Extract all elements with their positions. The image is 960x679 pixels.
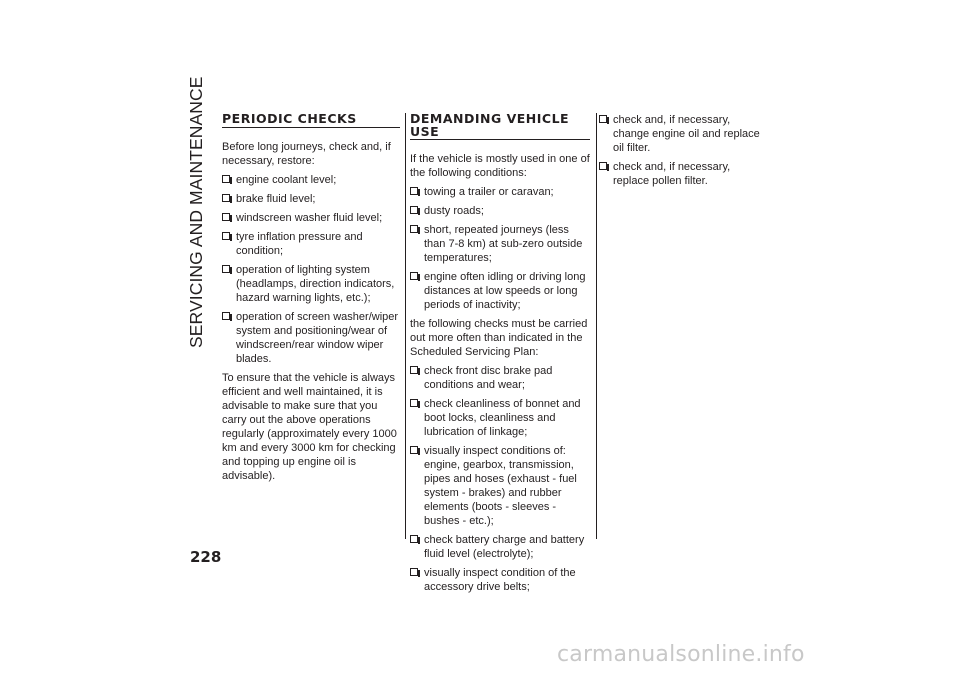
column-divider [596,113,597,539]
demanding-use-heading: DEMANDING VEHICLE USE [410,113,590,140]
list-item: brake fluid level; [222,192,400,206]
column-divider [405,113,406,539]
checkbox-bullet-icon [410,399,418,407]
checkbox-bullet-icon [222,232,230,240]
checkbox-bullet-icon [410,206,418,214]
list-item: visually inspect conditions of: engine, gearbox, transmission, pipes and hoses (exhaust - fuel system - brakes) and rubber elements (boots - sleeves - bushes - etc.); [410,444,590,528]
checkbox-bullet-icon [410,568,418,576]
periodic-closing: To ensure that the vehicle is always efficient and well maintained, it is advisable to make sure that you carry out the above operations regularly (approximately every 1000 km and every 3000 km for checking and topping up engine oil is advisable). [222,371,397,482]
checkbox-bullet-icon [222,213,230,221]
list-item: windscreen washer fluid level; [222,211,400,225]
checkbox-bullet-icon [222,194,230,202]
list-item: engine coolant level; [222,173,400,187]
list-item: tyre inflation pressure and condition; [222,230,400,258]
list-item: engine often idling or driving long distances at low speeds or long periods of inactivity; [410,270,590,312]
periodic-intro: Before long journeys, check and, if necessary, restore: [222,140,391,167]
demanding-intro: If the vehicle is mostly used in one of the following conditions: [410,153,590,179]
list-item: visually inspect condition of the accessory drive belts; [410,566,590,594]
checkbox-bullet-icon [222,312,230,320]
list-item: operation of lighting system (headlamps, direction indicators, hazard warning lights, etc.); [222,263,400,305]
checkbox-bullet-icon [410,446,418,454]
list-item: check front disc brake pad conditions and wear; [410,364,590,392]
checkbox-bullet-icon [410,272,418,280]
list-item: operation of screen washer/wiper system and positioning/wear of windscreen/rear window wiper blades. [222,310,400,366]
column-periodic-checks [222,113,400,488]
list-item: dusty roads; [410,204,590,218]
checkbox-bullet-icon [410,225,418,233]
page-number: 228 [190,548,222,566]
checkbox-bullet-icon [410,366,418,374]
list-item: check battery charge and battery fluid level (electrolyte); [410,533,590,561]
checkbox-bullet-icon [410,187,418,195]
checkbox-bullet-icon [599,162,607,170]
checkbox-bullet-icon [222,175,230,183]
demanding-middle: the following checks must be carried out more often than indicated in the Scheduled Servicing Plan: [410,318,588,358]
list-item: check cleanliness of bonnet and boot locks, cleanliness and lubrication of linkage; [410,397,590,439]
list-item: check and, if necessary, change engine oil and replace oil filter. [599,113,764,155]
section-side-title: SERVICING AND MAINTENANCE [186,76,206,348]
column-demanding-use [410,113,590,599]
checkbox-bullet-icon [410,535,418,543]
checkbox-bullet-icon [222,265,230,273]
periodic-checks-heading: PERIODIC CHECKS [222,113,400,128]
list-item: check and, if necessary, replace pollen filter. [599,160,764,188]
column-demanding-continued [599,113,764,193]
list-item: towing a trailer or caravan; [410,185,590,199]
watermark: carmanualsonline.info [557,642,805,667]
list-item: short, repeated journeys (less than 7-8 km) at sub-zero outside temperatures; [410,223,590,265]
checkbox-bullet-icon [599,115,607,123]
